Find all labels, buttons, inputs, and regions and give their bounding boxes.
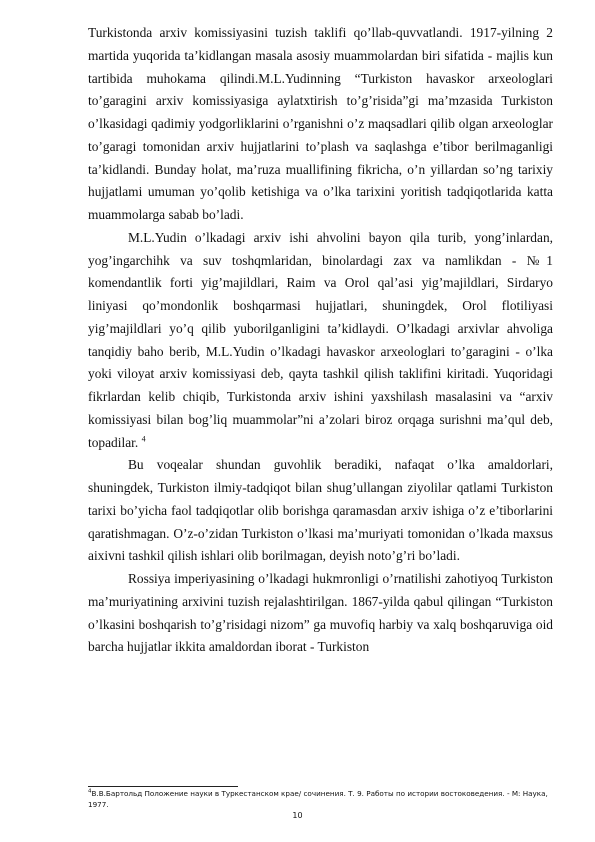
footnote-text: В.В.Бартольд Положение науки в Туркестанском крае/ сочинения. Т. 9. Работы по истории востоковедения. - М: Наука, 1977. [88,789,548,809]
paragraph-text: M.L.Yudin o’lkadagi arxiv ishi ahvolini bayon qila turib, yong’inlardan, yog’ingarchihk va suv toshqmlaridan, binolardagi zax va namlikdan - №1 komendantlik forti yig’majildlari, Raim va Orol qal’asi yig’majildlari, Sirdaryo liniyasi qo’mondonlik boshqarmasi hujjatlari, shuningdek, Orol flotiliyasi yig’majildlari yo’q qilib yuborilganligini ta’kidlaydi. O’lkadagi arxivlar ahvoliga tanqidiy baho berib, M.L.Yudin o’lkadagi havaskor arxeologlari to’garagini - o’lka yoki viloyat arxiv komissiyasi deb, qayta tashkil qilish taklifini kiritadi. Yuqoridagi fikrlardan kelib chiqib, Turkistonda arxiv ishini yaxshilash masalasini va “arxiv komissiyasi bilan bog’liq muammolar”ni a’zolari biroz orqaga surishni ma’qul deb, topadilar. [88,229,553,450]
paragraph: Rossiya imperiyasining o’lkadagi hukmronligi o’rnatilishi zahotiyoq Turkiston ma’muriyatining arxivini tuzish rejalashtirilgan. 1867-yilda qabul qilingan “Turkiston o’lkasini boshqarish to’g’risidagi nizom” ga muvofiq harbiy va xalq boshqaruviga oid barcha hujjatlar ikkita amaldordan iborat - Turkiston [88,571,553,655]
body-text [88,22,553,659]
footnote [88,788,558,810]
paragraph [88,227,553,455]
footnote-reference[interactable]: 4 [141,434,146,444]
footnote-divider [88,786,238,787]
page-number: 10 [292,811,303,820]
paragraph: Turkistonda arxiv komissiyasini tuzish taklifi qo’llab-quvvatlandi. 1917-yilning 2 martida yuqorida ta’kidlangan masala asosiy muammolardan biri sifatida - majlis kun tartibida muhokama qilindi.M.L.Yudinning “Turkiston havaskor arxeologlari to’garagini arxiv komissiyasiga aylatxtirish to’g’risida”gi ma’mzasida Turkiston o’lkasidagi qadimiy yodgorliklarini o’rganishni o’z maqsadlari qilib olgan arxeologlar to’garagi tomonidan arxiv hujjatlarini to’plash va saqlashga e’tibor berilmaganligi ta’kidlandi. Bunday holat, ma’ruza muallifining fikricha, o’n yillardan so’ng tarixiy hujjatlami umuman yo’qolib ketishiga va o’lka tarixini yoritish tadqiqotlarida katta muammolarga sabab bo’ladi. [88,25,553,222]
paragraph: Bu voqealar shundan guvohlik beradiki, nafaqat o’lka amaldorlari, shuningdek, Turkiston ilmiy-tadqiqot bilan shug’ullangan ziyolilar qatlami Turkiston tarixi bo’yicha faol tadqiqotlar olib borishga qaramasdan arxiv ishiga o’z e’tiborlarini qaratishmagan. O’z-o’zidan Turkiston o’lkasi ma’muriyati tomonidan o’lkada maxsus aixivni tashkil qilish ishlari olib borilmagan, deyish noto’g’ri bo’ladi. [88,457,553,564]
footnote-number: 4 [88,788,92,795]
